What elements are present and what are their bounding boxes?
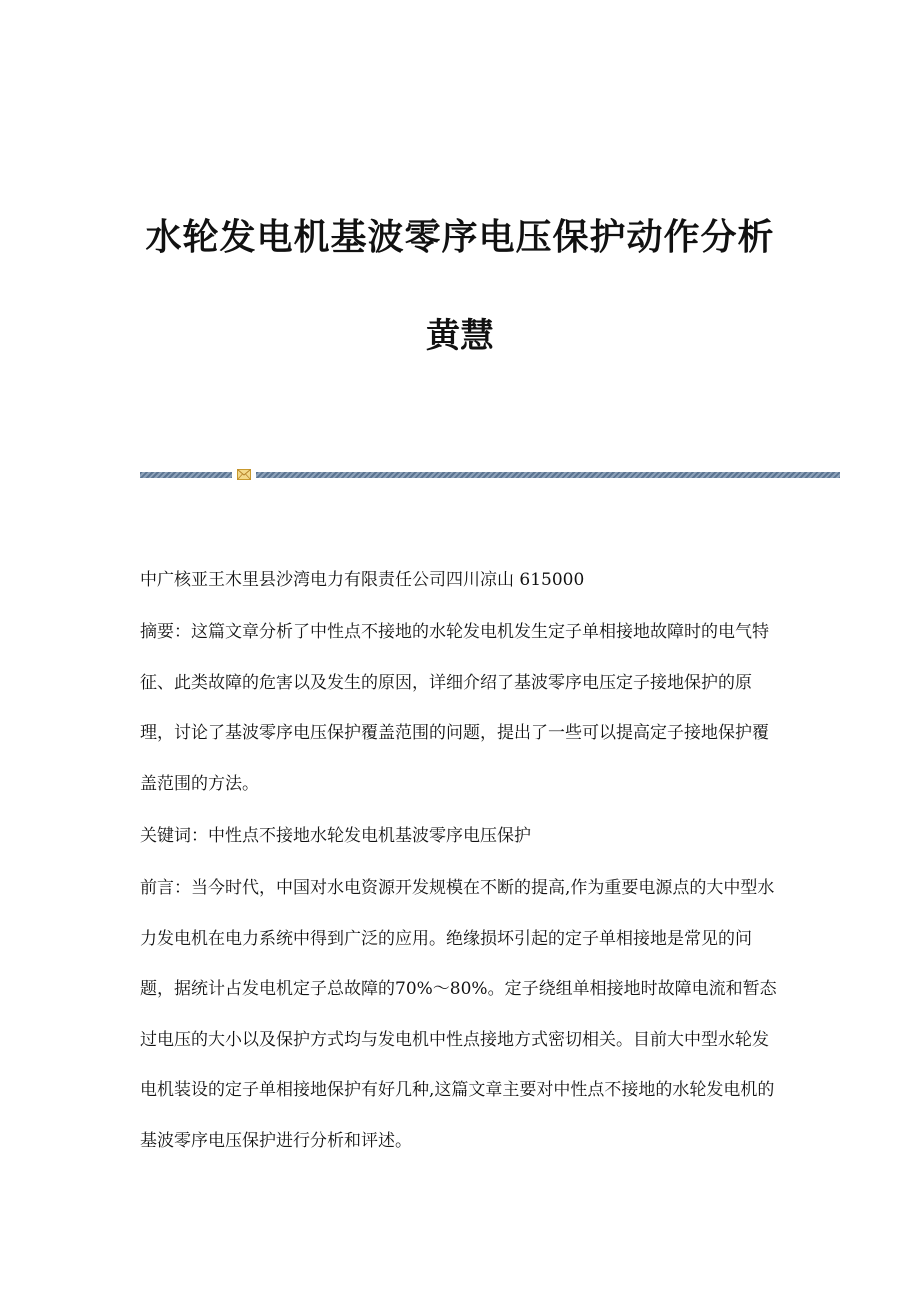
divider-bar-left	[140, 472, 232, 478]
abstract-paragraph: 摘要：这篇文章分析了中性点不接地的水轮发电机发生定子单相接地故障时的电气特征、此类故障的危害以及发生的原因，详细介绍了基波零序电压定子接地保护的原理，讨论了基波零序电压保护覆盖范围的问题，提出了一些可以提高定子接地保护覆盖范围的方法。	[140, 622, 769, 794]
affiliation: 中广核亚王木里县沙湾电力有限责任公司四川凉山 615000	[140, 570, 585, 590]
preface-paragraph: 前言：当今时代，中国对水电资源开发规模在不断的提高,作为重要电源点的大中型水力发电机在电力系统中得到广泛的应用。绝缘损坏引起的定子单相接地是常见的问题，据统计占发电机定子总故障的70%～80%。定子绕组单相接地时故障电流和暂态过电压的大小以及保护方式均与发电机中性点接地方式密切相关。目前大中型水轮发电机装设的定子单相接地保护有好几种,这篇文章主要对中性点不接地的水轮发电机的基波零序电压保护进行分析和评述。	[140, 878, 777, 1151]
author-name: 黄慧	[426, 316, 494, 356]
document-body	[140, 562, 780, 1175]
document-title: 水轮发电机基波零序电压保护动作分析	[145, 217, 775, 258]
envelope-ornament-icon	[237, 469, 251, 480]
keywords-paragraph: 关键词：中性点不接地水轮发电机基波零序电压保护	[140, 826, 531, 846]
section-divider	[140, 470, 840, 480]
divider-bar-right	[256, 472, 840, 478]
